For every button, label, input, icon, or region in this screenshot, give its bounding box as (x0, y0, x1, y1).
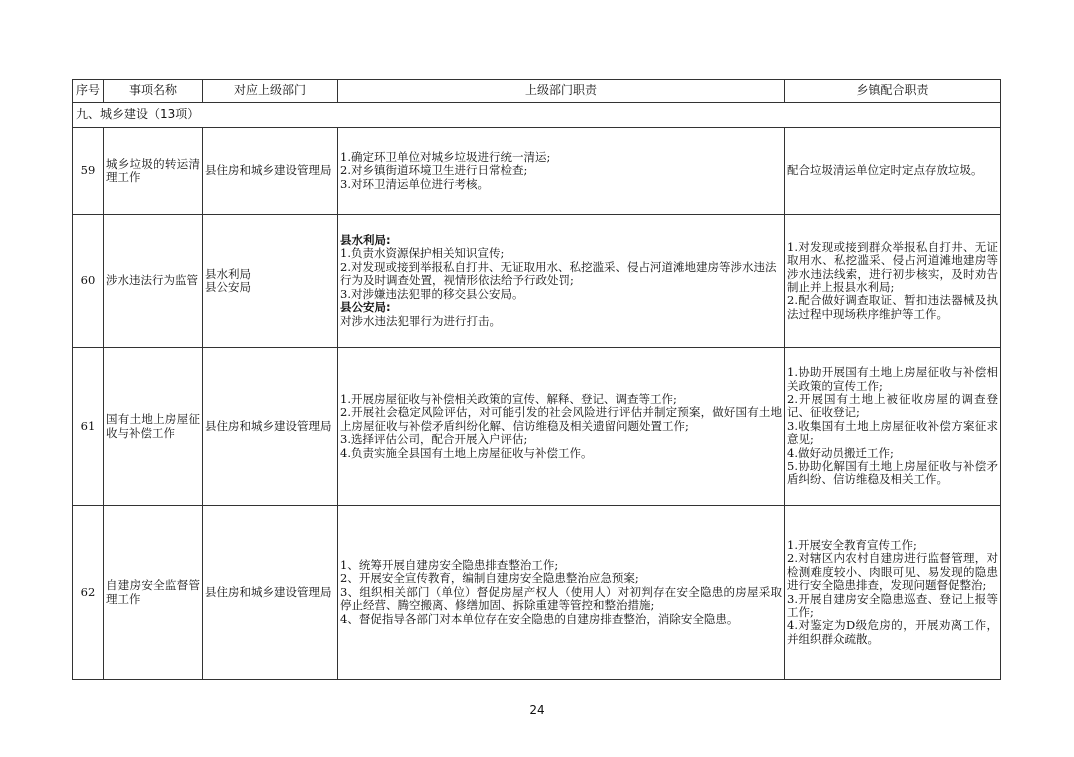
header-superior-dept: 对应上级部门 (203, 80, 338, 103)
duty-line: 1、统筹开展自建房安全隐患排查整治工作; (340, 557, 559, 572)
table-row (73, 128, 1001, 215)
table-row (73, 215, 1001, 348)
town-duty-line: 配合垃圾清运单位定时定点存放垃圾。 (787, 163, 983, 178)
town-duty-line: 2.开展国有土地上被征收房屋的调查登记、征收登记; (787, 391, 998, 420)
dept-heading: 县水利局: (340, 233, 391, 248)
superior-duties (338, 128, 785, 215)
town-duty-line: 4.做好动员搬迁工作; (787, 445, 894, 460)
township-duties (785, 128, 1001, 215)
town-duty-line: 3.开展自建房安全隐患巡查、登记上报等工作; (787, 591, 998, 619)
header-township-duties: 乡镇配合职责 (785, 80, 1001, 103)
duty-line: 2.开展社会稳定风险评估，对可能引发的社会风险进行评估并制定预案，做好国有土地上房屋征收与补偿矛盾纠纷化解、信访维稳及相关遗留问题处置工作; (340, 405, 782, 433)
township-duties (785, 506, 1001, 680)
page-number: 24 (529, 703, 545, 717)
item-name: 国有土地上房屋征收与补偿工作 (104, 348, 203, 506)
town-duty-line: 3.收集国有土地上房屋征收补偿方案征求意见; (787, 418, 998, 447)
duty-line: 3、组织相关部门（单位）督促房屋产权人（使用人）对初判存在安全隐患的房屋采取停止经营、腾空搬离、修缮加固、拆除重建等管控和整治措施; (340, 584, 782, 613)
section-row (73, 103, 1001, 128)
duty-line: 3.对环卫清运单位进行考核。 (340, 176, 489, 191)
superior-duties (338, 348, 785, 506)
town-duty-line: 2.配合做好调查取证、暂扣违法器械及执法过程中现场秩序维护等工作。 (787, 293, 998, 321)
duty-line: 4.负责实施全县国有土地上房屋征收与补偿工作。 (340, 445, 593, 460)
town-duty-line: 1.协助开展国有土地上房屋征收与补偿相关政策的宣传工作; (787, 365, 998, 393)
town-duty-line: 5.协助化解国有土地上房屋征收与补偿矛盾纠纷、信访维稳及相关工作。 (787, 459, 998, 487)
superior-duties (338, 215, 785, 348)
item-name: 城乡垃圾的转运清理工作 (104, 128, 203, 215)
superior-dept: 县水利局 县公安局 (203, 215, 338, 348)
row-number: 61 (73, 348, 104, 506)
duty-line: 2.对发现或接到举报私自打井、无证取用水、私挖滥采、侵占河道滩地建房等涉水违法行为及时调查处置，视情形依法给予行政处罚; (340, 259, 777, 288)
duty-line: 2.对乡镇街道环境卫生进行日常检查; (340, 163, 528, 178)
town-duty-line: 1.对发现或接到群众举报私自打井、无证取用水、私挖滥采、侵占河道滩地建房等涉水违法线索，进行初步核实，及时劝告制止并上报县水利局; (787, 239, 998, 294)
duty-line: 1.确定环卫单位对城乡垃圾进行统一清运; (340, 149, 551, 164)
duty-line: 3.选择评估公司，配合开展入户评估; (340, 432, 528, 447)
row-number: 59 (73, 128, 104, 215)
township-duties (785, 348, 1001, 506)
superior-dept: 县住房和城乡建设管理局 (203, 506, 338, 680)
duty-line: 1.负责水资源保护相关知识宣传; (340, 246, 505, 261)
header-superior-duties: 上级部门职责 (338, 80, 785, 103)
table-row (73, 348, 1001, 506)
superior-dept: 县住房和城乡建设管理局 (203, 348, 338, 506)
dept-heading: 县公安局: (340, 300, 391, 315)
superior-duties (338, 506, 785, 680)
town-duty-line: 4.对鉴定为D级危房的，开展劝离工作，并组织群众疏散。 (787, 618, 998, 646)
duty-line: 2、开展安全宣传教育，编制自建房安全隐患整治应急预案; (340, 571, 639, 586)
duty-line: 4、督促指导各部门对本单位存在安全隐患的自建房排查整治，消除安全隐患。 (340, 611, 739, 626)
town-duty-line: 2.对辖区内农村自建房进行监督管理，对检测难度较小、肉眼可见、易发现的隐患进行安全隐患排查，发现问题督促整治; (787, 551, 998, 593)
item-name: 自建房安全监督管理工作 (104, 506, 203, 680)
responsibility-table (72, 79, 1001, 680)
superior-dept: 县住房和城乡建设管理局 (203, 128, 338, 215)
row-number: 60 (73, 215, 104, 348)
row-number: 62 (73, 506, 104, 680)
duty-line: 3.对涉嫌违法犯罪的移交县公安局。 (340, 286, 524, 301)
item-name: 涉水违法行为监管 (104, 215, 203, 348)
township-duties (785, 215, 1001, 348)
duty-line: 1.开展房屋征收与补偿相关政策的宣传、解释、登记、调查等工作; (340, 391, 677, 406)
header-item-name: 事项名称 (104, 80, 203, 103)
header-serial: 序号 (73, 80, 104, 103)
table-row (73, 506, 1001, 680)
section-title: 九、城乡建设（13项） (73, 103, 1001, 128)
duty-line: 对涉水违法犯罪行为进行打击。 (340, 313, 501, 328)
town-duty-line: 1.开展安全教育宣传工作; (787, 537, 917, 552)
table-header-row (73, 80, 1001, 103)
